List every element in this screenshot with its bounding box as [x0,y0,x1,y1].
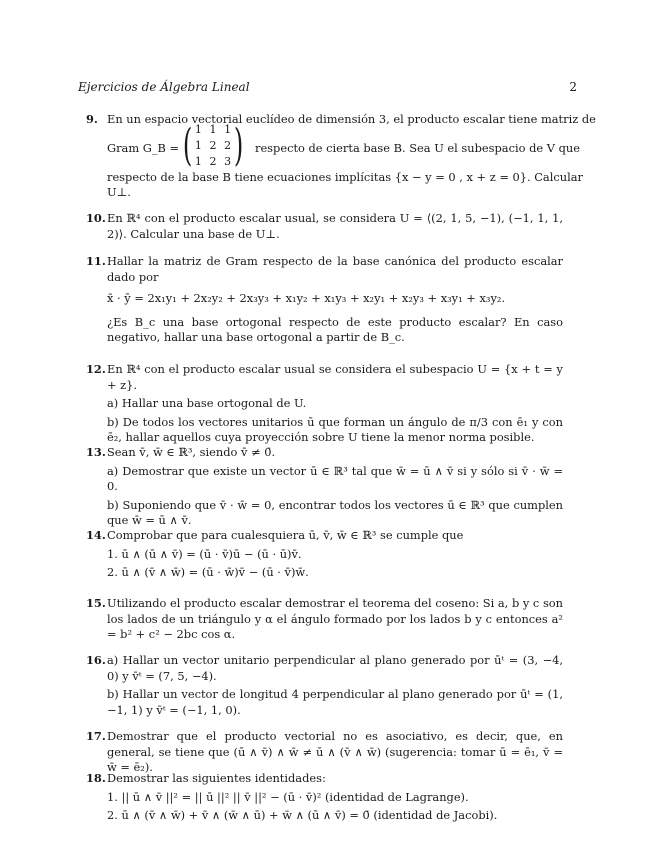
matrix-row: 1 2 3 [194,155,232,168]
exercise-10 [86,211,563,242]
exercise-text: Hallar la matriz de Gram respecto de la base canónica del producto escalar dado por [107,254,563,284]
part-a: a) Demostrar que existe un vector ū ∈ ℝ³ tal que w̄ = ū ∧ v̄ si y sólo si v̄ · w̄ = 0. [107,463,563,494]
exercise-text: respecto de cierta base B. Sea U el subespacio de V que [255,141,580,155]
page-header [78,80,577,96]
exercise-9 [86,112,596,200]
exercise-number: 17. [86,729,106,743]
part-a: a) Hallar un vector unitario perpendicular al plano generado por ūᵗ = (3, −4, 0) y v̄ᵗ = (7, 5, −4). [107,653,563,683]
exercise-16 [86,653,563,718]
matrix-row: 1 2 2 [194,139,232,152]
exercise-12 [86,362,563,446]
exercise-14 [86,528,563,581]
document-title: Ejercicios de Álgebra Lineal [78,80,250,94]
exercise-18 [86,771,563,824]
exercise-text: ¿Es B_c una base ortogonal respecto de este producto escalar? En caso negativo, hallar una base ortogonal a partir de B_c. [107,314,563,345]
part-a: a) Hallar una base ortogonal de U. [107,396,307,411]
exercise-number: 13. [86,445,106,459]
part-b: b) De todos los vectores unitarios ū que forman un ángulo de π/3 con ē₁ y con ē₂, hallar aquellos cuya proyección sobre U tiene la menor norma posible. [107,414,563,445]
part-b: b) Hallar un vector de longitud 4 perpendicular al plano generado por ūᵗ = (1, −1, 1) y v̄ᵗ = (−1, 1, 0). [107,687,563,717]
item-1: 1. || ū ∧ v̄ ||² = || ū ||² || v̄ ||² − (ū · v̄)² (identidad de Lagrange). [107,789,469,804]
exercise-text: En un espacio vectorial euclídeo de dimensión 3, el producto escalar tiene matriz de [107,112,596,126]
exercise-text: Gram G_B = [107,141,180,155]
exercise-text: Utilizando el producto escalar demostrar el teorema del coseno: Si a, b y c son los lados de un triángulo y α el ángulo formado por los lados b y c entonces a² = b² + c² − 2bc cos α. [107,596,563,642]
exercise-number: 18. [86,771,106,785]
formula: x̄ · ȳ = 2x₁y₁ + 2x₂y₂ + 2x₃y₃ + x₁y₂ + x₁y₃ + x₂y₁ + x₂y₃ + x₃y₁ + x₃y₂. [107,291,506,306]
exercise-number: 12. [86,362,106,376]
exercise-number: 10. [86,211,106,225]
gram-matrix [182,120,244,174]
exercise-number: 11. [86,254,106,268]
exercise-17 [86,729,563,776]
part-b: b) Suponiendo que v̄ · w̄ = 0, encontrar todos los vectores ū ∈ ℝ³ que cumplen que w̄ = ū ∧ v̄. [107,497,563,528]
item-2: 2. ū ∧ (v̄ ∧ w̄) + v̄ ∧ (w̄ ∧ ū) + w̄ ∧ (ū ∧ v̄) = 0̄ (identidad de Jacobi). [107,808,498,823]
exercise-number: 15. [86,596,106,610]
exercise-text: Comprobar que para cualesquiera ū, v̄, w̄ ∈ ℝ³ se cumple que [107,528,464,542]
exercise-15 [86,596,563,643]
exercise-text: Demostrar que el producto vectorial no es asociativo, es decir, que, en general, se tiene que (ū ∧ v̄) ∧ w̄ ≠ ū ∧ (v̄ ∧ w̄) (sugerencia: tomar ū = ē₁, v̄ = w̄ = ē₂). [107,729,563,775]
exercise-text: En ℝ⁴ con el producto escalar usual se considera el subespacio U = {x + t = y + z}. [107,362,563,392]
item-2: 2. ū ∧ (v̄ ∧ w̄) = (ū · w̄)v̄ − (ū · v̄)w̄. [107,565,309,580]
exercise-number: 16. [86,653,106,667]
left-paren: ( [182,120,193,171]
exercise-11 [86,254,563,346]
exercise-13 [86,445,563,529]
exercise-text: En ℝ⁴ con el producto escalar usual, se considera U = ⟨(2, 1, 5, −1), (−1, 1, 1, 2)⟩. Calcular una base de U⊥. [107,211,563,241]
right-paren: ) [233,120,244,171]
exercise-number: 14. [86,528,106,542]
exercise-text: Sean v̄, w̄ ∈ ℝ³, siendo v̄ ≠ 0̄. [107,445,276,459]
exercise-text: respecto de la base B tiene ecuaciones implícitas {x − y = 0 , x + z = 0}. Calcular [107,170,583,184]
exercise-number: 9. [86,112,98,126]
matrix-row: 1 1 1 [194,123,232,136]
page-number: 2 [569,80,577,94]
exercise-text: Demostrar las siguientes identidades: [107,771,326,785]
item-1: 1. ū ∧ (ū ∧ v̄) = (ū · v̄)ū − (ū · ū)v̄. [107,546,302,561]
exercise-text: U⊥. [107,185,131,199]
